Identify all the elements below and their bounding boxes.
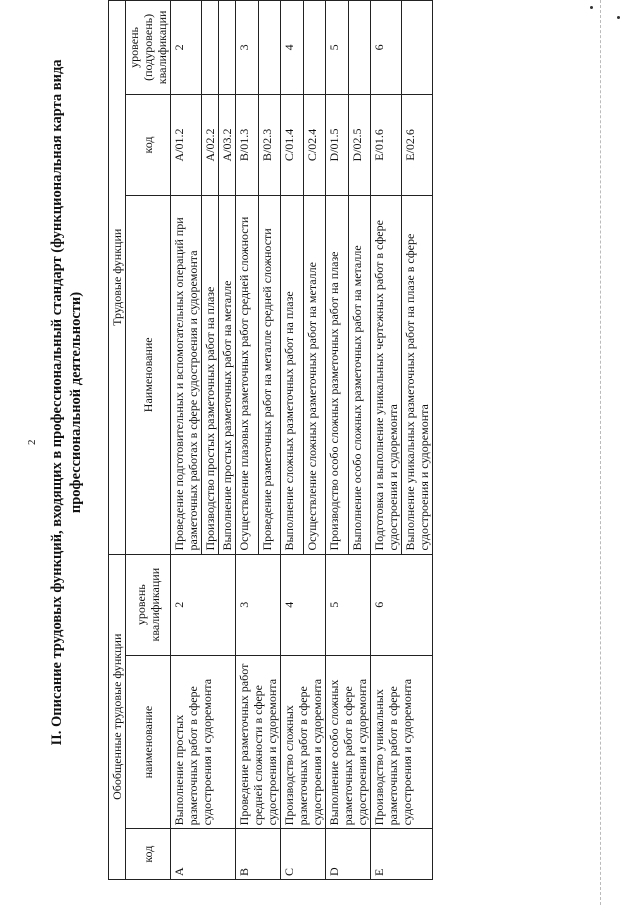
labor-function-code: B/02.3 bbox=[258, 94, 281, 195]
title-line-2: профессиональной деятельности) bbox=[68, 291, 84, 514]
labor-function-code: E/02.6 bbox=[402, 94, 433, 195]
labor-function-level bbox=[303, 1, 326, 95]
labor-function-level bbox=[258, 1, 281, 95]
header-name-upper: Наименование bbox=[126, 196, 171, 554]
generalized-function-code: A bbox=[171, 829, 236, 880]
table-row bbox=[371, 1, 402, 880]
labor-function-name: Выполнение сложных разметочных работ на плазе bbox=[281, 196, 304, 554]
labor-function-name: Производство особо сложных разметочных работ на плазе bbox=[326, 196, 349, 554]
labor-function-name: Осуществление сложных разметочных работ на металле bbox=[303, 196, 326, 554]
labor-function-code: D/02.5 bbox=[348, 94, 371, 195]
labor-function-name: Выполнение особо сложных разметочных работ на металле bbox=[348, 196, 371, 554]
generalized-function-name: Проведение разметочных работ средней сложности в сфере судостроения и судоремонта bbox=[236, 655, 281, 829]
labor-function-code: D/01.5 bbox=[326, 94, 349, 195]
labor-function-level bbox=[219, 1, 236, 95]
generalized-function-name: Выполнение особо сложных разметочных работ в сфере судостроения и судоремонта bbox=[326, 655, 371, 829]
header-generalized: Обобщенные трудовые функции bbox=[109, 554, 126, 879]
table-row bbox=[236, 1, 259, 880]
generalized-function-code: E bbox=[371, 829, 433, 880]
labor-function-name: Выполнение уникальных разметочных работ на плазе в сфере судостроения и судоремонта bbox=[402, 196, 433, 554]
generalized-function-level: 4 bbox=[281, 554, 326, 655]
generalized-function-level: 2 bbox=[171, 554, 236, 655]
section-title bbox=[48, 20, 86, 785]
header-code: код bbox=[126, 829, 171, 880]
labor-function-name: Подготовка и выполнение уникальных чертежных работ в сфере судостроения и судоремонта bbox=[371, 196, 402, 554]
table-row bbox=[281, 1, 304, 880]
labor-function-code: B/01.3 bbox=[236, 94, 259, 195]
generalized-function-name: Выполнение простых разметочных работ в сфере судостроения и судоремонта bbox=[171, 655, 236, 829]
labor-function-name: Проведение подготовительных и вспомогательных операций при разметочных работах в сфере судостроения и судоремонта bbox=[171, 196, 202, 554]
header-code2: код bbox=[126, 94, 171, 195]
labor-function-level bbox=[348, 1, 371, 95]
functions-table bbox=[108, 0, 433, 880]
labor-function-code: C/01.4 bbox=[281, 94, 304, 195]
labor-function-code: C/02.4 bbox=[303, 94, 326, 195]
generalized-function-level: 5 bbox=[326, 554, 371, 655]
labor-function-level: 3 bbox=[236, 1, 259, 95]
header-sublevel: уровень (подуровень) квалификации bbox=[126, 1, 171, 95]
generalized-function-name: Производство уникальных разметочных работ в сфере судостроения и судоремонта bbox=[371, 655, 433, 829]
header-name-lower: наименование bbox=[126, 655, 171, 829]
generalized-function-name: Производство сложных разметочных работ в сфере судостроения и судоремонта bbox=[281, 655, 326, 829]
table-body bbox=[171, 1, 433, 880]
table-row bbox=[326, 1, 349, 880]
generalized-function-code: B bbox=[236, 829, 281, 880]
page-number: 2 bbox=[26, 439, 38, 445]
labor-function-code: A/03.2 bbox=[219, 94, 236, 195]
labor-function-level bbox=[202, 1, 219, 95]
labor-function-name: Производство простых разметочных работ на плазе bbox=[202, 196, 219, 554]
labor-function-code: A/01.2 bbox=[171, 94, 202, 195]
labor-function-level: 4 bbox=[281, 1, 304, 95]
generalized-function-level: 6 bbox=[371, 554, 433, 655]
scan-speck bbox=[590, 6, 593, 9]
title-line-1: II. Описание трудовых функций, входящих в профессиональный стандарт (функциональная карта вида bbox=[49, 59, 65, 746]
header-labor: Трудовые функции bbox=[109, 1, 126, 555]
table-row bbox=[171, 1, 202, 880]
labor-function-code: E/01.6 bbox=[371, 94, 402, 195]
generalized-function-code: C bbox=[281, 829, 326, 880]
labor-function-level: 6 bbox=[371, 1, 402, 95]
labor-function-level bbox=[402, 1, 433, 95]
scan-speck bbox=[617, 16, 620, 19]
header-level: уровень квалификации bbox=[126, 554, 171, 655]
labor-function-level: 2 bbox=[171, 1, 202, 95]
labor-function-name: Проведение разметочных работ на металле средней сложности bbox=[258, 196, 281, 554]
generalized-function-level: 3 bbox=[236, 554, 281, 655]
page-fold-line bbox=[600, 0, 601, 905]
labor-function-name: Выполнение простых разметочных работ на металле bbox=[219, 196, 236, 554]
generalized-function-code: D bbox=[326, 829, 371, 880]
labor-function-code: A/02.2 bbox=[202, 94, 219, 195]
labor-function-name: Осуществление плазовых разметочных работ средней сложности bbox=[236, 196, 259, 554]
labor-function-level: 5 bbox=[326, 1, 349, 95]
